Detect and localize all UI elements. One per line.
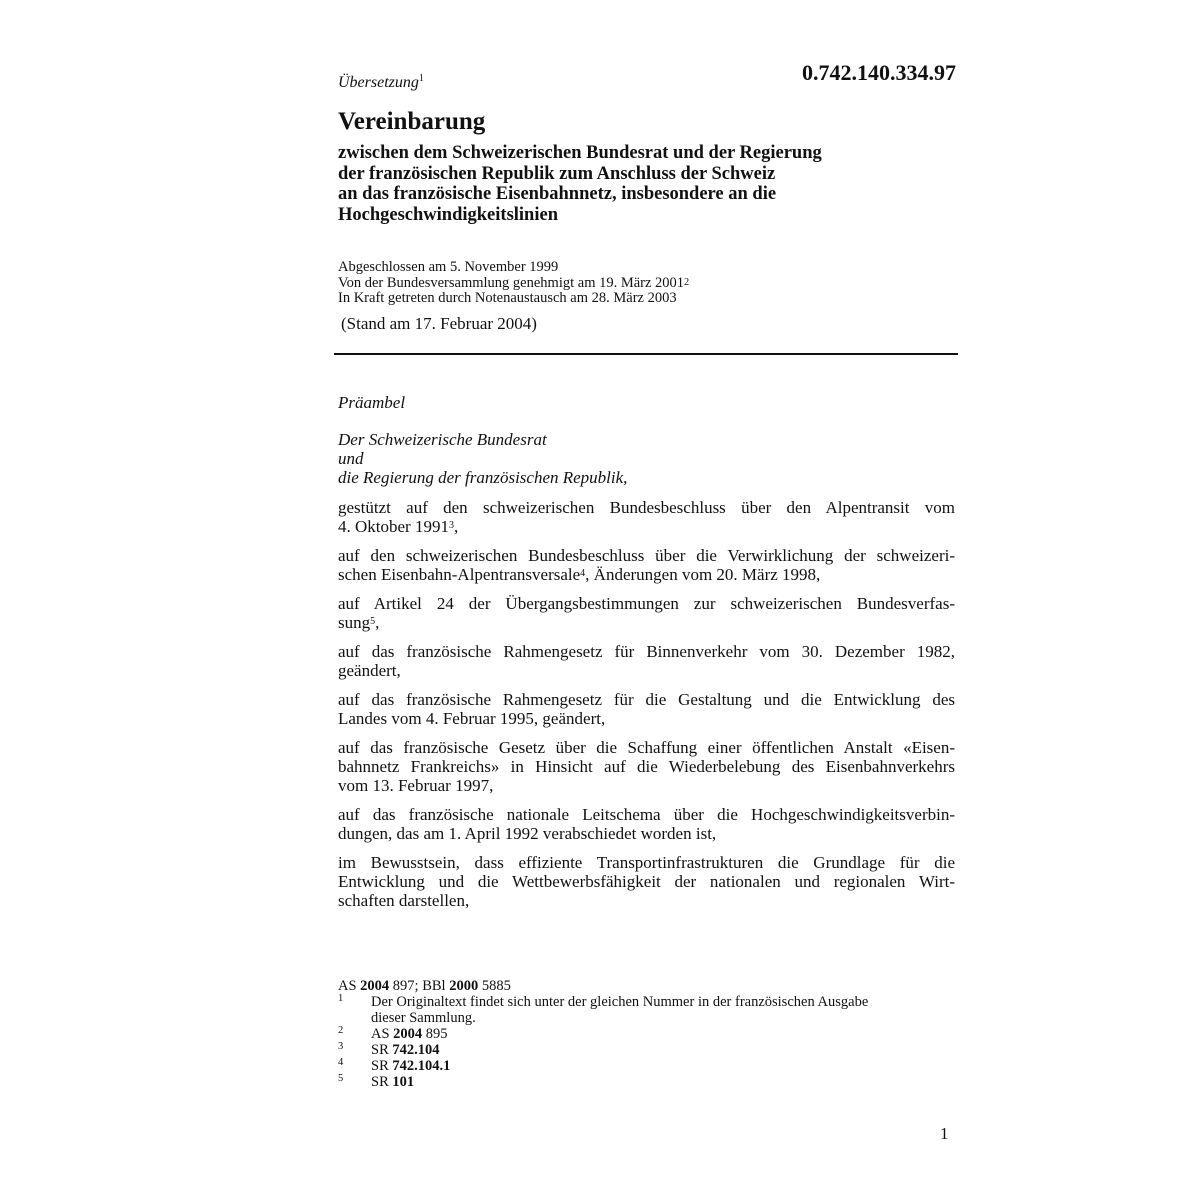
text-line: geändert,: [338, 661, 401, 680]
subtitle-line: Hochgeschwindigkeitslinien: [338, 204, 558, 225]
text-fragment: ,: [453, 517, 459, 536]
text-line: Landes vom 4. Februar 1995, geändert,: [338, 709, 606, 728]
sr-number: 0.742.140.334.97: [802, 60, 956, 85]
footnote-prefix: SR: [371, 1074, 389, 1090]
text-line: [338, 517, 955, 536]
page-number: 1: [940, 1124, 949, 1143]
document-subtitle: [338, 143, 898, 225]
footnotes: [338, 978, 958, 1090]
text-line: bahnnetz Frankreichs» in Hinsicht auf die Wiederbelebung des Eisenbahnverkehrs: [338, 757, 955, 776]
footnote-prefix: SR: [371, 1058, 389, 1074]
preamble-paragraph: [338, 690, 955, 728]
text-line: auf den schweizerischen Bundesbeschluss über die Verwirklichung der schweizeri-: [338, 546, 955, 565]
translation-label: [338, 74, 424, 92]
footnote-2: [338, 1026, 958, 1042]
approved-date: [338, 276, 689, 292]
footnote-5: [338, 1074, 958, 1090]
footnote-4: [338, 1058, 958, 1074]
preamble-paragraph: [338, 805, 955, 843]
preamble-paragraph: [338, 594, 955, 632]
preamble-paragraph: [338, 642, 955, 680]
text-line: vom 13. Februar 1997,: [338, 776, 494, 795]
footnote-3: [338, 1042, 958, 1058]
footnote-number: 4: [338, 1057, 344, 1068]
text-line: Entwicklung und die Wettbewerbsfähigkeit der nationalen und regionalen Wirt-: [338, 872, 955, 891]
footnote-reference: 101: [392, 1074, 415, 1090]
in-force-date: In Kraft getreten durch Notenaustausch am 28. März 2003: [338, 290, 677, 306]
subtitle-line: zwischen dem Schweizerischen Bundesrat und der Regierung: [338, 143, 822, 163]
footnote-number: 5: [338, 1073, 344, 1084]
footnote-ref-2: 2: [684, 276, 690, 288]
footnote-reference: 742.104.1: [392, 1058, 451, 1074]
text-fragment: , Änderungen vom 20. März 1998,: [585, 565, 821, 584]
footnote-suffix: 895: [425, 1026, 448, 1042]
footnote-line: dieser Sammlung.: [371, 1010, 476, 1026]
footnote-line: Der Originaltext findet sich unter der gleichen Nummer in der französischen Ausgabe: [371, 994, 869, 1010]
footnote-ref-1: 1: [418, 73, 424, 84]
footnote-ref-5: 5: [370, 616, 376, 627]
header-divider: [334, 353, 958, 355]
preamble-body: [338, 498, 955, 920]
footnote-number: 3: [338, 1041, 344, 1052]
document-title: Vereinbarung: [338, 108, 486, 135]
preamble-paragraph: [338, 546, 955, 584]
concluded-date: Abgeschlossen am 5. November 1999: [338, 259, 559, 275]
footnote-prefix: AS: [371, 1026, 390, 1042]
preamble-title: Präambel: [338, 393, 406, 412]
text-line: dungen, das am 1. April 1992 verabschiedet worden ist,: [338, 824, 717, 843]
preamble-paragraph: [338, 738, 955, 795]
footnote-ref-3: 3: [448, 520, 454, 531]
text-fragment: 4. Oktober 1991: [338, 517, 449, 536]
status-date: (Stand am 17. Februar 2004): [341, 314, 537, 333]
text-line: auf das französische nationale Leitschema über die Hochgeschwindigkeitsverbin-: [338, 805, 955, 824]
footnote-ref-4: 4: [580, 568, 586, 579]
text-fragment: ,: [375, 613, 380, 632]
citation-page: 5885: [481, 978, 511, 994]
party-conjunction: und: [338, 449, 364, 468]
text-line: auf das französische Rahmengesetz für die Gestaltung und die Entwicklung des: [338, 690, 955, 709]
translation-text: Übersetzung: [338, 74, 419, 91]
text-line: gestützt auf den schweizerischen Bundesbeschluss über den Alpentransit vom: [338, 498, 955, 517]
citation-label: AS: [338, 978, 357, 994]
citation-year: 2004: [360, 978, 390, 994]
citation-year: 2000: [449, 978, 479, 994]
source-citation: [338, 978, 958, 994]
text-line: auf Artikel 24 der Übergangsbestimmungen zur schweizerischen Bundesverfas-: [338, 594, 955, 613]
preamble-paragraph: [338, 498, 955, 536]
text-line: auf das französische Rahmengesetz für Binnenverkehr vom 30. Dezember 1982,: [338, 642, 955, 661]
text-fragment: schen Eisenbahn-Alpentransversale: [338, 565, 581, 584]
footnote-reference: 742.104: [392, 1042, 440, 1058]
contracting-parties: [338, 430, 627, 487]
text-line: [338, 613, 955, 632]
footnote-1: [338, 994, 958, 1026]
footnote-reference: 2004: [393, 1026, 423, 1042]
document-metadata: [338, 260, 689, 307]
text-line: [338, 565, 955, 584]
party-swiss: Der Schweizerische Bundesrat: [338, 430, 547, 449]
footnote-number: 1: [338, 993, 344, 1004]
citation-page: 897;: [392, 978, 419, 994]
text-line: schaften darstellen,: [338, 891, 470, 910]
text-fragment: sung: [338, 613, 371, 632]
citation-label: BBl: [422, 978, 446, 994]
preamble-paragraph: [338, 853, 955, 910]
approved-text: Von der Bundesversammlung genehmigt am 19. März 2001: [338, 274, 685, 291]
footnote-text: [371, 994, 958, 1026]
footnote-prefix: SR: [371, 1042, 389, 1058]
footnote-number: 2: [338, 1025, 344, 1036]
party-french: die Regierung der französischen Republik,: [338, 468, 628, 487]
text-line: im Bewusstsein, dass effiziente Transportinfrastrukturen die Grundlage für die: [338, 853, 955, 872]
subtitle-line: an das französische Eisenbahnnetz, insbesondere an die: [338, 184, 777, 204]
text-line: auf das französische Gesetz über die Schaffung einer öffentlichen Anstalt «Eisen-: [338, 738, 955, 757]
subtitle-line: der französischen Republik zum Anschluss der Schweiz: [338, 163, 776, 184]
